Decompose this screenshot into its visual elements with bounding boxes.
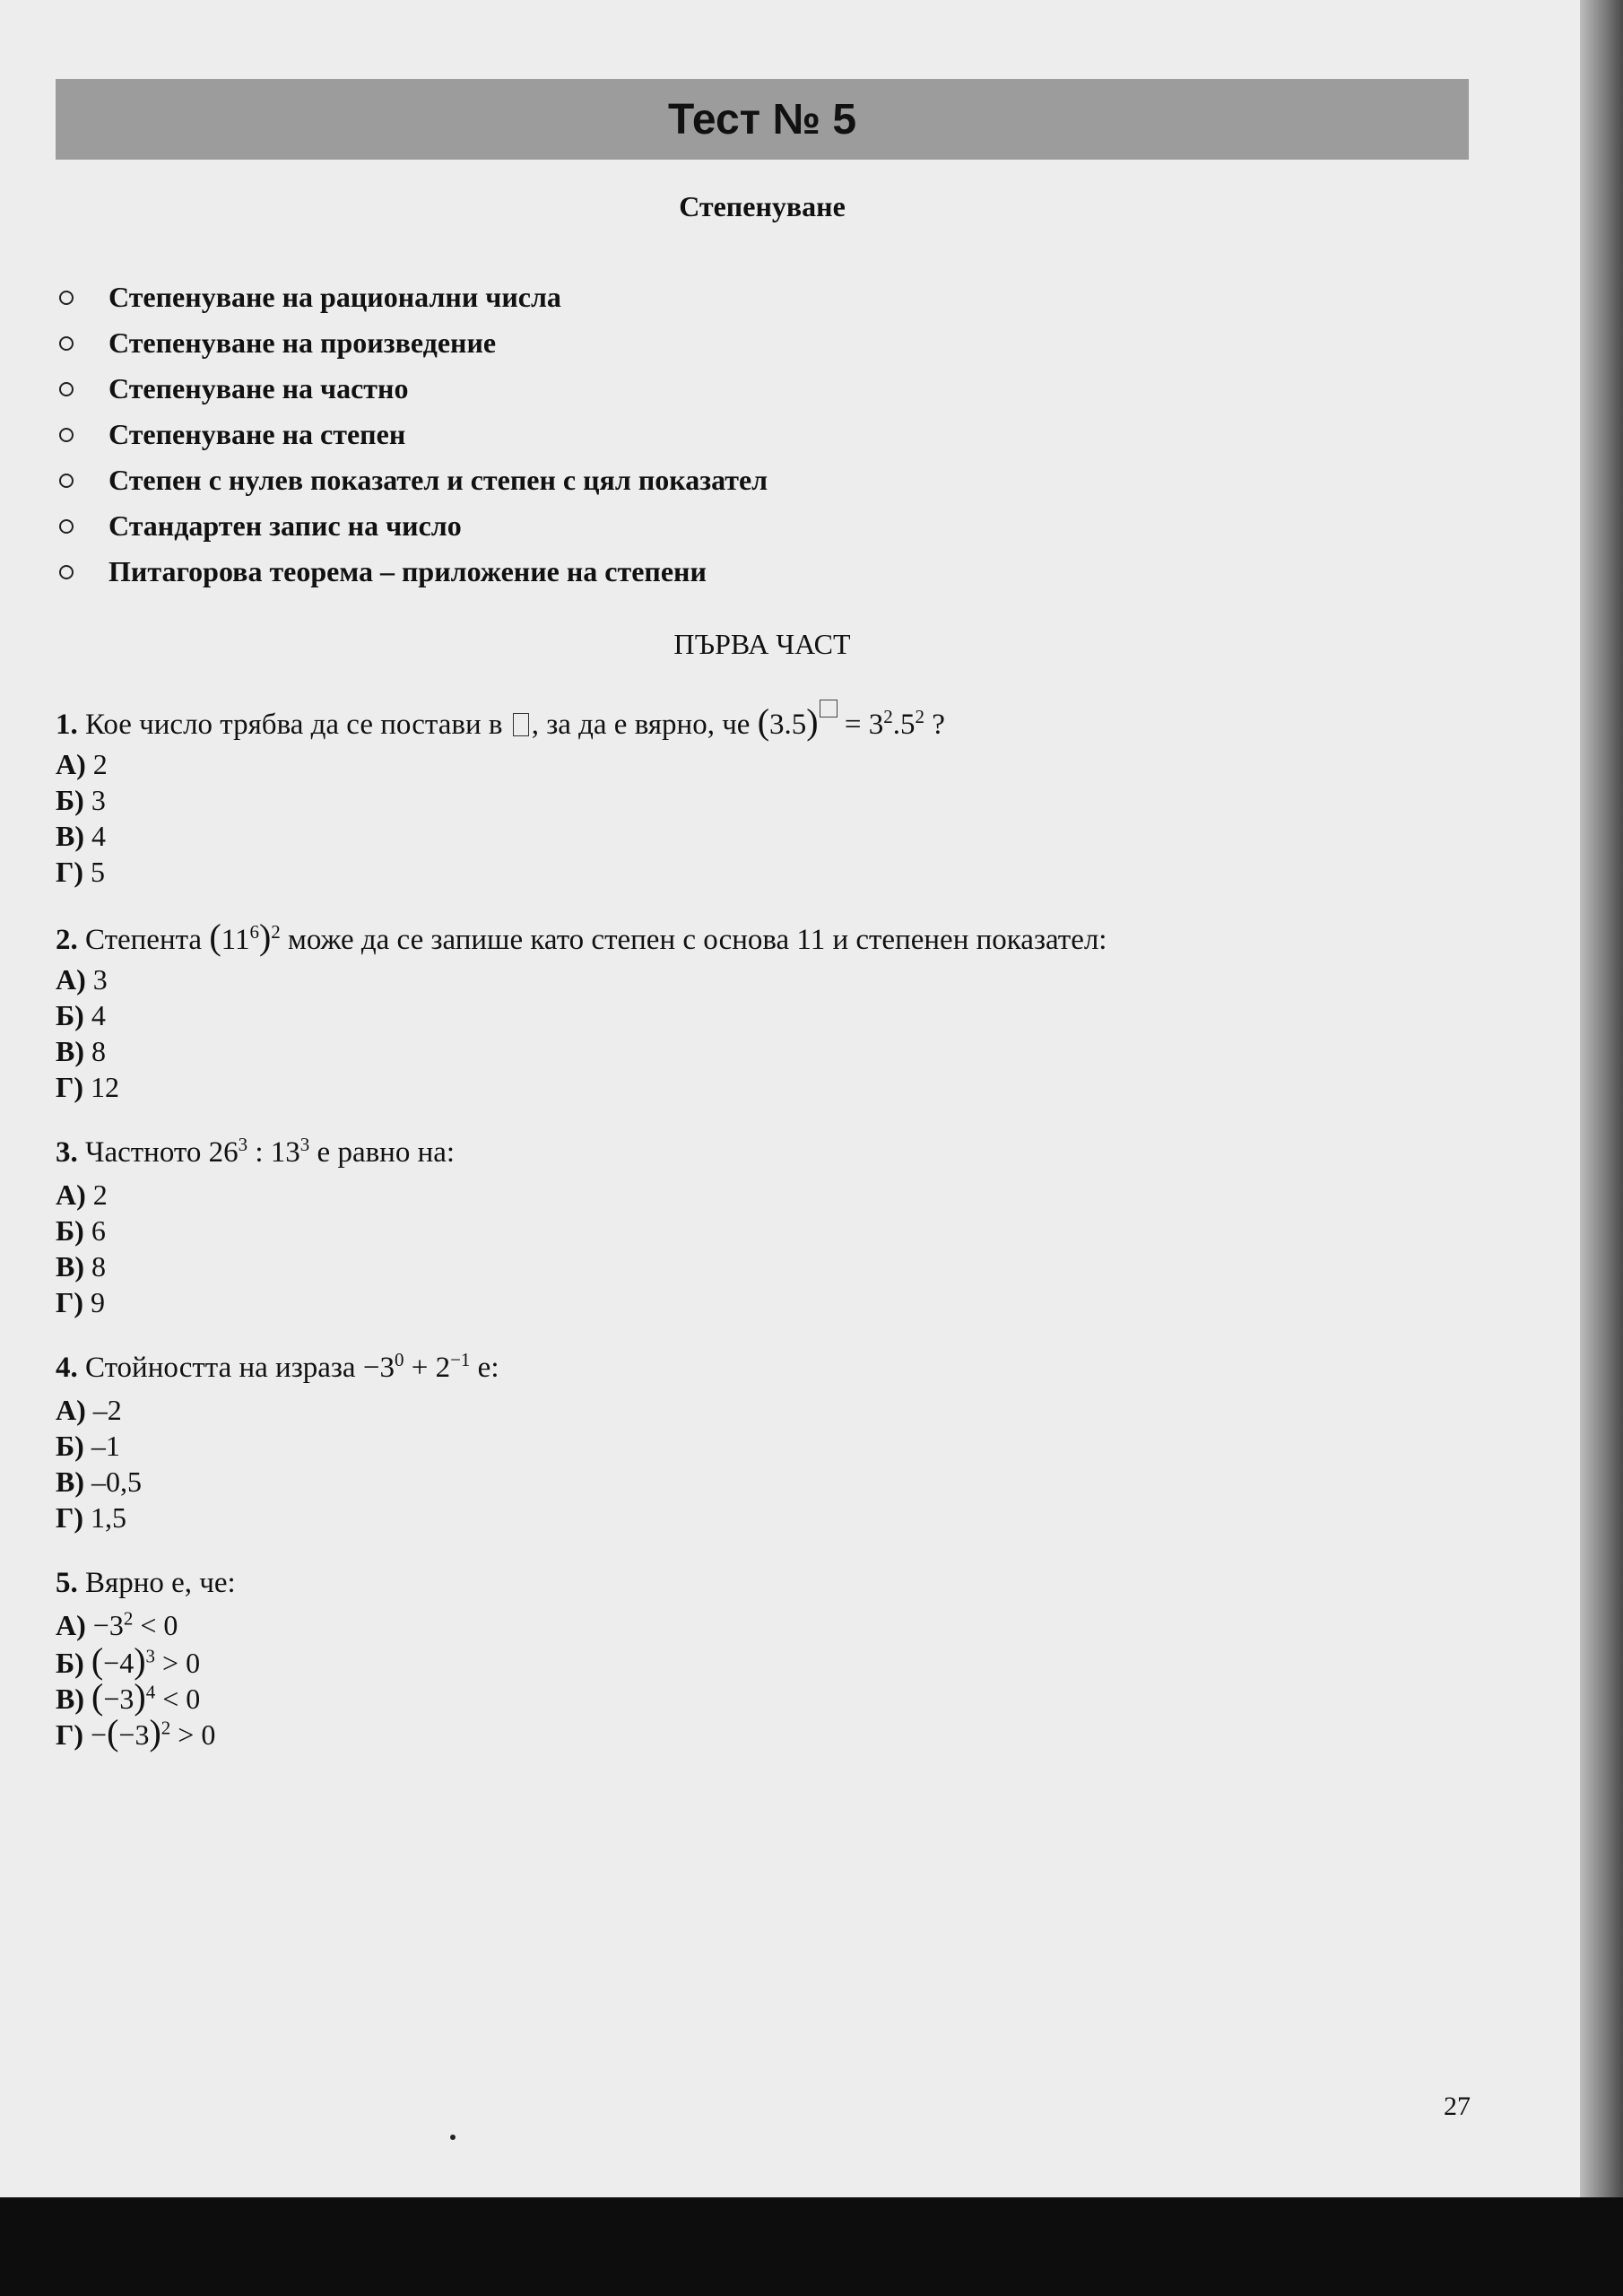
- topic-item: [56, 274, 1042, 320]
- paren-open: (: [91, 1640, 104, 1681]
- question-prompt: Кое число трябва да се постави в: [85, 709, 503, 741]
- question-mark: ?: [932, 709, 945, 741]
- question-prompt: Стойността на израза: [85, 1352, 356, 1384]
- answer-letter: Б): [56, 1214, 84, 1247]
- question-list: [56, 700, 1401, 1776]
- answer-option[interactable]: [56, 1428, 1401, 1464]
- expr-exponent: 0: [394, 1349, 404, 1370]
- topic-label: Степен с нулев показател и степен с цял показател: [108, 464, 768, 496]
- circle-bullet-icon: [59, 336, 74, 351]
- circle-bullet-icon: [59, 382, 74, 396]
- answer-exponent: 4: [145, 1681, 156, 1703]
- paren-close: ): [134, 1676, 146, 1717]
- topic-item: [56, 320, 1042, 366]
- question-1: [56, 700, 1401, 890]
- topic-label: Степенуване на частно: [108, 372, 409, 404]
- answer-value: 9: [91, 1286, 106, 1318]
- question-prompt-cont: може да се запише като степен с основа 11 и степенен показател:: [288, 924, 1107, 956]
- blank-square-icon: [513, 713, 529, 736]
- scanner-border: [0, 2197, 1623, 2296]
- answer-letter: В): [56, 1683, 84, 1715]
- paren-open: (: [209, 917, 221, 957]
- answer-value: 5: [91, 856, 106, 888]
- topic-label: Питагорова теорема – приложение на степени: [108, 555, 707, 587]
- answer-letter: Б): [56, 784, 84, 816]
- paren-open: (: [91, 1676, 104, 1717]
- answer-base: −3: [103, 1683, 135, 1715]
- answer-letter: А): [56, 1609, 86, 1641]
- answer-value: 4: [91, 820, 106, 852]
- answer-value: 4: [91, 999, 106, 1031]
- topic-item: [56, 457, 1042, 503]
- answer-option[interactable]: [56, 818, 1401, 854]
- question-text: [56, 1561, 1401, 1607]
- answer-option[interactable]: [56, 1712, 1401, 1752]
- answer-base: −3: [118, 1718, 150, 1751]
- expr-base: 11: [221, 924, 250, 956]
- title-banner: [56, 79, 1469, 160]
- topic-label: Степенуване на произведение: [108, 326, 497, 359]
- test-title: Тест № 5: [667, 95, 857, 144]
- topic-item: [56, 503, 1042, 549]
- answer-option[interactable]: [56, 961, 1401, 997]
- answer-option[interactable]: [56, 1213, 1401, 1248]
- answer-expr: −: [91, 1718, 108, 1751]
- question-number: 2.: [56, 924, 78, 956]
- answer-exponent: 3: [145, 1645, 156, 1667]
- answer-relation: > 0: [170, 1718, 216, 1751]
- question-prompt: Вярно е, че:: [85, 1567, 236, 1599]
- expr-exponent: 3: [238, 1134, 248, 1155]
- answer-expr: −3: [92, 1609, 124, 1641]
- expr-exponent: 3: [299, 1134, 310, 1155]
- answer-value: 1,5: [91, 1501, 127, 1534]
- answer-option[interactable]: [56, 782, 1401, 818]
- topic-label: Стандартен запис на число: [108, 509, 462, 542]
- question-text: [56, 1345, 1401, 1392]
- exponent-box-icon: [820, 700, 838, 718]
- answer-option[interactable]: [56, 1069, 1401, 1105]
- answer-option[interactable]: [56, 1676, 1401, 1717]
- question-text: [56, 915, 1401, 961]
- answer-letter: А): [56, 963, 86, 996]
- paren-close: ): [258, 917, 272, 957]
- answer-relation: < 0: [155, 1683, 201, 1715]
- topic-item: [56, 412, 1042, 457]
- question-4: [56, 1345, 1401, 1535]
- answer-value: 3: [91, 784, 106, 816]
- question-prompt-end: е равно на:: [309, 1136, 456, 1169]
- question-number: 5.: [56, 1567, 78, 1599]
- question-prompt: Степента: [85, 924, 203, 956]
- question-prompt-cont: : 13: [247, 1136, 300, 1169]
- question-text: [56, 700, 1401, 746]
- answer-option[interactable]: [56, 1500, 1401, 1535]
- paren-open: (: [107, 1712, 119, 1752]
- answer-option[interactable]: [56, 746, 1401, 782]
- circle-bullet-icon: [59, 474, 74, 488]
- answer-option[interactable]: [56, 854, 1401, 890]
- topic-item: [56, 549, 1042, 595]
- question-2: [56, 915, 1401, 1105]
- expr-rhs: .5: [892, 709, 916, 741]
- question-prompt-end: е:: [477, 1352, 499, 1384]
- answer-letter: Б): [56, 999, 84, 1031]
- topic-item: [56, 366, 1042, 412]
- paren-close: ): [134, 1640, 146, 1681]
- answer-letter: В): [56, 820, 84, 852]
- answer-value: 2: [92, 748, 108, 780]
- question-text: [56, 1130, 1401, 1177]
- answer-value: 2: [92, 1178, 108, 1211]
- answer-exponent: 2: [123, 1607, 134, 1630]
- answer-value: –2: [92, 1394, 122, 1426]
- answer-option[interactable]: [56, 1464, 1401, 1500]
- part-title: ПЪРВА ЧАСТ: [673, 628, 851, 660]
- answer-letter: Г): [56, 1501, 84, 1534]
- answer-option[interactable]: [56, 997, 1401, 1033]
- paren-close: ): [149, 1712, 161, 1752]
- circle-bullet-icon: [59, 519, 74, 534]
- answer-letter: Г): [56, 1286, 84, 1318]
- answer-value: 3: [92, 963, 108, 996]
- question-number: 3.: [56, 1136, 78, 1169]
- topic-label: Степенуване на рационални числа: [108, 281, 561, 313]
- answer-exponent: 2: [161, 1717, 171, 1739]
- answer-value: 8: [91, 1250, 106, 1283]
- question-3: [56, 1130, 1401, 1320]
- question-prompt: Частното 26: [85, 1136, 239, 1169]
- expr-term: + 2: [404, 1352, 451, 1384]
- answer-option[interactable]: [56, 1392, 1401, 1428]
- answer-letter: Г): [56, 1071, 84, 1103]
- page-number: 27: [1444, 2092, 1471, 2121]
- answer-option[interactable]: [56, 1248, 1401, 1284]
- answer-letter: А): [56, 748, 86, 780]
- answer-value: 12: [91, 1071, 120, 1103]
- answer-value: 8: [91, 1035, 106, 1067]
- answer-option[interactable]: [56, 1640, 1401, 1681]
- answer-value: –0,5: [91, 1465, 142, 1498]
- expr-term: −3: [362, 1352, 395, 1384]
- circle-bullet-icon: [59, 291, 74, 305]
- answer-letter: В): [56, 1035, 84, 1067]
- expr-base: 3.5: [769, 709, 807, 741]
- expr-exponent: 2: [915, 706, 924, 727]
- topic-list: [56, 274, 1042, 595]
- paren-close: ): [806, 701, 819, 742]
- answer-letter: Г): [56, 856, 84, 888]
- expr-exponent: 2: [883, 706, 893, 727]
- answer-letter: А): [56, 1394, 86, 1426]
- answer-letter: В): [56, 1250, 84, 1283]
- expr-inner-exponent: 6: [249, 921, 259, 943]
- answer-relation: > 0: [155, 1647, 201, 1679]
- question-number: 4.: [56, 1352, 78, 1384]
- circle-bullet-icon: [59, 565, 74, 579]
- answer-letter: В): [56, 1465, 84, 1498]
- topic-label: Степенуване на степен: [108, 418, 406, 450]
- circle-bullet-icon: [59, 428, 74, 442]
- answer-letter: Г): [56, 1718, 84, 1751]
- expr-exponent: −1: [450, 1349, 471, 1370]
- question-number: 1.: [56, 709, 78, 741]
- answer-option[interactable]: [56, 1177, 1401, 1213]
- question-5: [56, 1561, 1401, 1751]
- ink-dot: [450, 2135, 456, 2140]
- answer-letter: Б): [56, 1430, 84, 1462]
- expr-outer-exponent: 2: [271, 921, 281, 943]
- paren-open: (: [757, 701, 770, 742]
- answer-letter: А): [56, 1178, 86, 1211]
- answer-option[interactable]: [56, 1033, 1401, 1069]
- answer-value: –1: [91, 1430, 120, 1462]
- expr-rhs: = 3: [844, 709, 884, 741]
- answer-value: 6: [91, 1214, 106, 1247]
- question-prompt-cont: , за да е вярно, че: [531, 709, 751, 741]
- book-spine-edge: [1580, 0, 1623, 2197]
- answer-letter: Б): [56, 1647, 84, 1679]
- answer-option[interactable]: [56, 1607, 1401, 1643]
- answer-base: −4: [103, 1647, 135, 1679]
- section-title: Степенуване: [679, 190, 846, 222]
- answer-relation: < 0: [133, 1609, 178, 1641]
- answer-option[interactable]: [56, 1284, 1401, 1320]
